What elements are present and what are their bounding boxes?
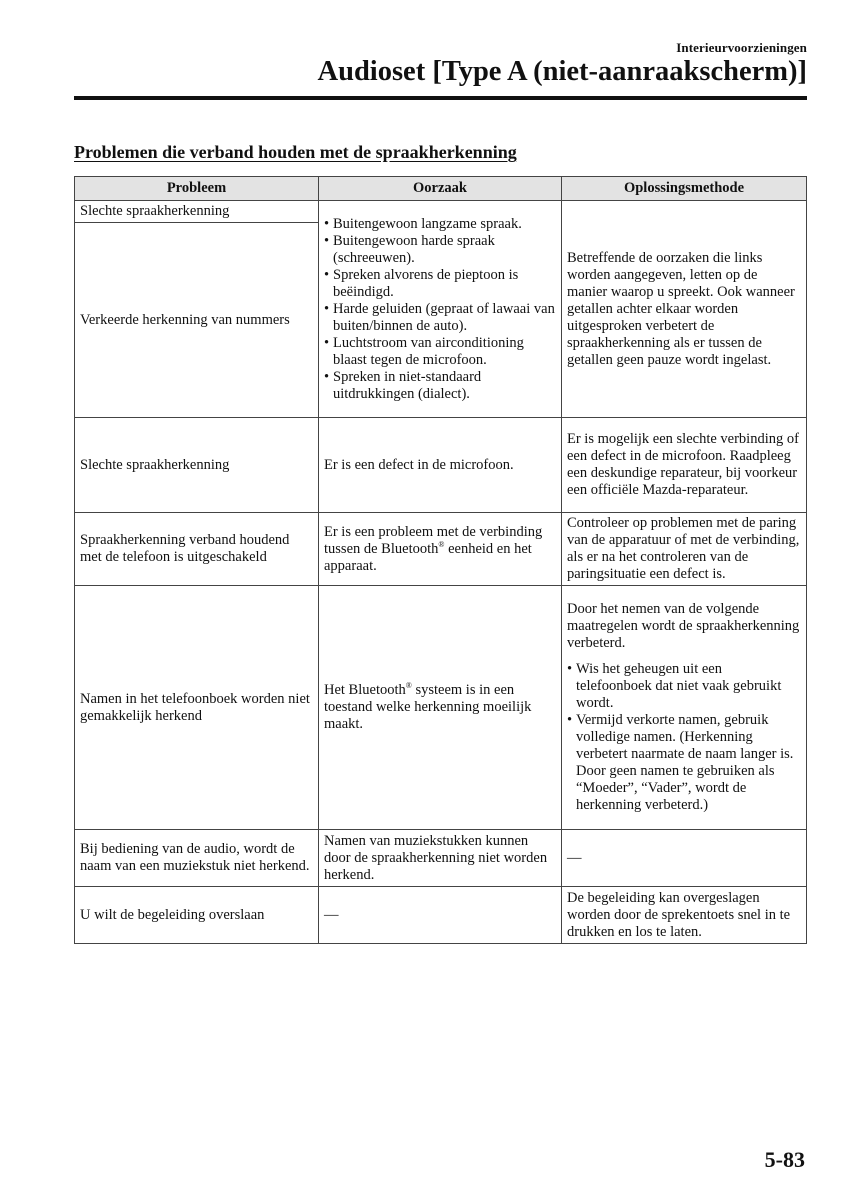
solution-cell: De begeleiding kan overgeslagen worden door de sprekentoets snel in te drukken en los te laten. (562, 887, 807, 944)
list-item: • Buitengewoon harde spraak (schreeuwen). (324, 233, 556, 267)
cause-list (324, 216, 556, 403)
column-header-problem: Probleem (75, 177, 319, 201)
solution-cell: Controleer op problemen met de paring van de apparatuur of met de verbinding, als er na het controleren van de paringsituatie een defect is. (562, 513, 807, 586)
table-row (75, 586, 807, 830)
table-heading: Problemen die verband houden met de spraakherkenning (74, 142, 517, 162)
table-row (75, 418, 807, 513)
list-item: • Luchtstroom van airconditioning blaast tegen de microfoon. (324, 335, 556, 369)
problem-cell: Slechte spraakherkenning (75, 201, 319, 223)
problem-cell: Slechte spraakherkenning (75, 418, 319, 513)
cause-cell (319, 513, 562, 586)
list-item: • Buitengewoon langzame spraak. (324, 216, 556, 233)
problem-cell: Spraakherkenning verband houdend met de telefoon is uitgeschakeld (75, 513, 319, 586)
cause-text: eenheid en het apparaat. (324, 540, 532, 574)
table-header-row (75, 177, 807, 201)
cause-cell: Er is een defect in de microfoon. (319, 418, 562, 513)
list-item: • Wis het geheugen uit een telefoonboek dat niet vaak gebruikt wordt. (567, 661, 801, 712)
cause-cell (319, 586, 562, 830)
cause-text: systeem is in een toestand welke herkenning moeilijk maakt. (324, 682, 532, 732)
title-rule (74, 96, 807, 100)
cause-cell (319, 201, 562, 418)
solution-list (567, 661, 801, 814)
problem-cell: Namen in het telefoonboek worden niet gemakkelijk herkend (75, 586, 319, 830)
column-header-solution: Oplossingsmethode (562, 177, 807, 201)
column-header-cause: Oorzaak (319, 177, 562, 201)
table-row (75, 201, 807, 223)
list-item: • Harde geluiden (gepraat of lawaai van buiten/binnen de auto). (324, 301, 556, 335)
list-item: • Spreken in niet-standaard uitdrukkingen (dialect). (324, 369, 556, 403)
solution-cell: Betreffende de oorzaken die links worden aangegeven, letten op de manier waarop u spreekt. Ook wanneer getallen achter elkaar worden uitgesproken verbetert de spraakherkenning als er tussen de getallen geen pauze wordt ingelast. (562, 201, 807, 418)
solution-cell (562, 586, 807, 830)
list-item: • Vermijd verkorte namen, gebruik volledige namen. (Herkenning verbetert naarmate de naam langer is. Door geen namen te gebruiken als “Moeder”, “Vader”, wordt de herkenning verbeterd.) (567, 712, 801, 814)
registered-mark: ® (405, 681, 412, 691)
page-title: Audioset [Type A (niet-aanraakscherm)] (317, 56, 807, 87)
troubleshooting-table (74, 176, 807, 944)
solution-cell: — (562, 830, 807, 887)
cause-text: Het Bluetooth (324, 682, 406, 698)
page-number: 5-83 (764, 1147, 805, 1172)
problem-cell: Verkeerde herkenning van nummers (75, 223, 319, 418)
solution-intro: Door het nemen van de volgende maatregelen wordt de spraakherkenning verbeterd. (567, 601, 800, 651)
problem-cell: U wilt de begeleiding overslaan (75, 887, 319, 944)
table-row (75, 887, 807, 944)
cause-cell: — (319, 887, 562, 944)
solution-cell: Er is mogelijk een slechte verbinding of een defect in de microfoon. Raadpleeg een deskundige reparateur, bij voorkeur een officiële Mazda-reparateur. (562, 418, 807, 513)
section-label: Interieurvoorzieningen (676, 40, 807, 55)
list-item: • Spreken alvorens de pieptoon is beëindigd. (324, 267, 556, 301)
problem-cell: Bij bediening van de audio, wordt de naam van een muziekstuk niet herkend. (75, 830, 319, 887)
table-row (75, 830, 807, 887)
cause-cell: Namen van muziekstukken kunnen door de spraakherkenning niet worden herkend. (319, 830, 562, 887)
registered-mark: ® (438, 539, 445, 549)
cause-text: Er is een probleem met de verbinding tussen de Bluetooth (324, 523, 543, 557)
table-row (75, 513, 807, 586)
